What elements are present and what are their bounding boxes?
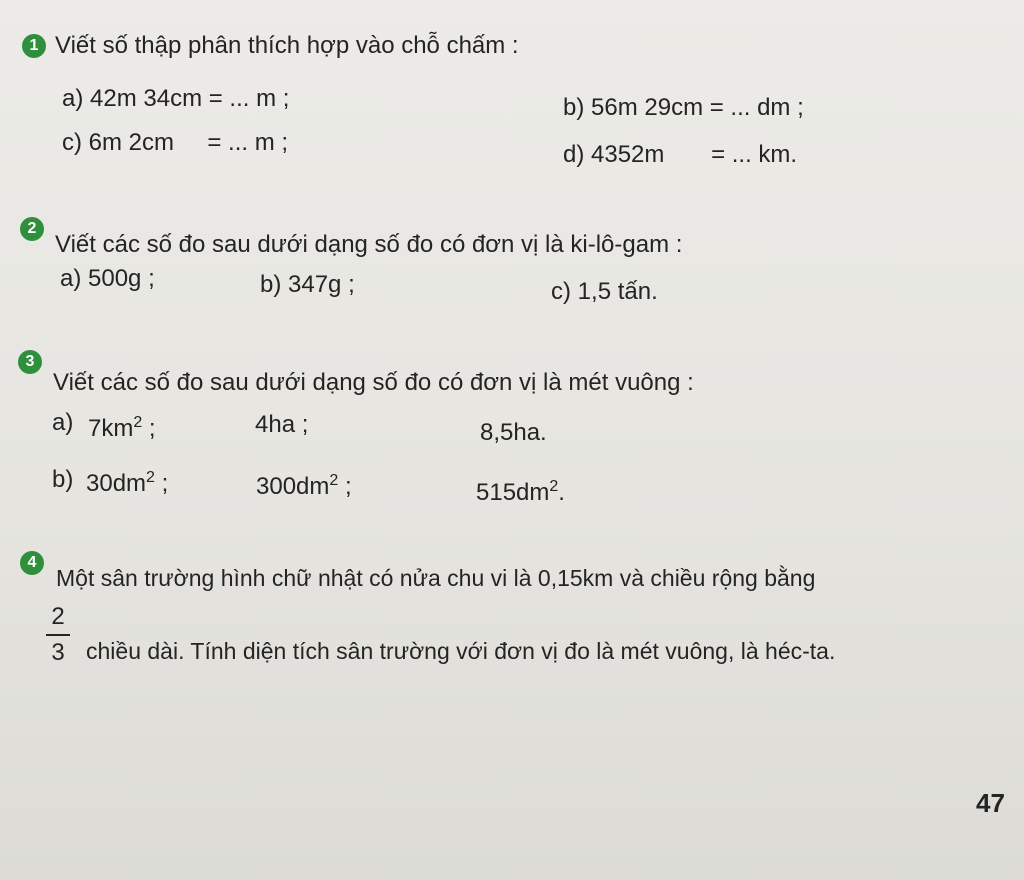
exercise-1-item-c — [62, 128, 288, 158]
exercise-3-row-a-value-2: 4ha ; — [255, 411, 309, 438]
exercise-1-item-a — [62, 84, 289, 114]
item-label: b) — [563, 94, 585, 121]
item-text: 4352m = ... km. — [591, 141, 798, 168]
exercise-2-item-b — [260, 270, 355, 300]
exercise-1-item-d — [563, 140, 797, 170]
exercise-3-instruction: Viết các số đo sau dưới dạng số đo có đơn vị là mét vuông : — [53, 369, 694, 396]
item-text: 1,5 tấn. — [577, 278, 658, 305]
exercise-2-instruction: Viết các số đo sau dưới dạng số đo có đơn vị là ki-lô-gam : — [55, 231, 683, 258]
exercise-2-number-badge: 2 — [20, 217, 44, 241]
exercise-1-instruction: Viết số thập phân thích hợp vào chỗ chấm : — [55, 32, 519, 59]
fraction-denominator: 3 — [51, 639, 65, 666]
exercise-3-row-a-value-3: 8,5ha. — [480, 419, 547, 446]
exercise-4-text-line-2: chiều dài. Tính diện tích sân trường với đơn vị đo là mét vuông, là héc-ta. — [86, 638, 836, 664]
fraction-numerator: 2 — [51, 603, 65, 630]
item-text: 347g ; — [288, 271, 355, 298]
exercise-2-item-a — [60, 264, 155, 294]
exercise-3-row-a-value-1: $7km^2$ ; — [88, 414, 156, 442]
item-label: c) — [551, 278, 571, 305]
exercise-3-row-b-value-3: $515dm^2$. — [476, 478, 565, 506]
exercise-1-item-b — [563, 93, 804, 123]
exercise-3-row-a-label: a) — [52, 409, 74, 436]
exercise-3-number-badge: 3 — [18, 350, 42, 374]
exercise-1-number-badge: 1 — [22, 34, 46, 58]
page-number: 47 — [976, 788, 1005, 818]
item-text: 56m 29cm = ... dm ; — [591, 94, 804, 121]
fraction-bar — [46, 634, 70, 636]
exercise-4-text-line-1: Một sân trường hình chữ nhật có nửa chu vi là 0,15km và chiều rộng bằng — [56, 565, 816, 591]
exercise-4-number-badge: 4 — [20, 551, 44, 575]
exercise-3-row-b-label: b) — [52, 466, 74, 493]
item-label: c) — [62, 129, 82, 156]
exercise-2-item-c — [551, 277, 658, 307]
item-label: b) — [260, 271, 282, 298]
exercise-3-row-b-value-1: $30dm^2$ ; — [86, 469, 169, 497]
item-text: 42m 34cm = ... m ; — [90, 85, 290, 112]
exercise-4-fraction — [46, 604, 70, 666]
item-label: d) — [563, 141, 585, 168]
item-text: 500g ; — [88, 265, 155, 292]
exercise-3-row-b-value-2: $300dm^2$ ; — [256, 472, 352, 500]
item-label: a) — [60, 265, 82, 292]
item-text: 6m 2cm = ... m ; — [88, 129, 289, 156]
item-label: a) — [62, 85, 84, 112]
